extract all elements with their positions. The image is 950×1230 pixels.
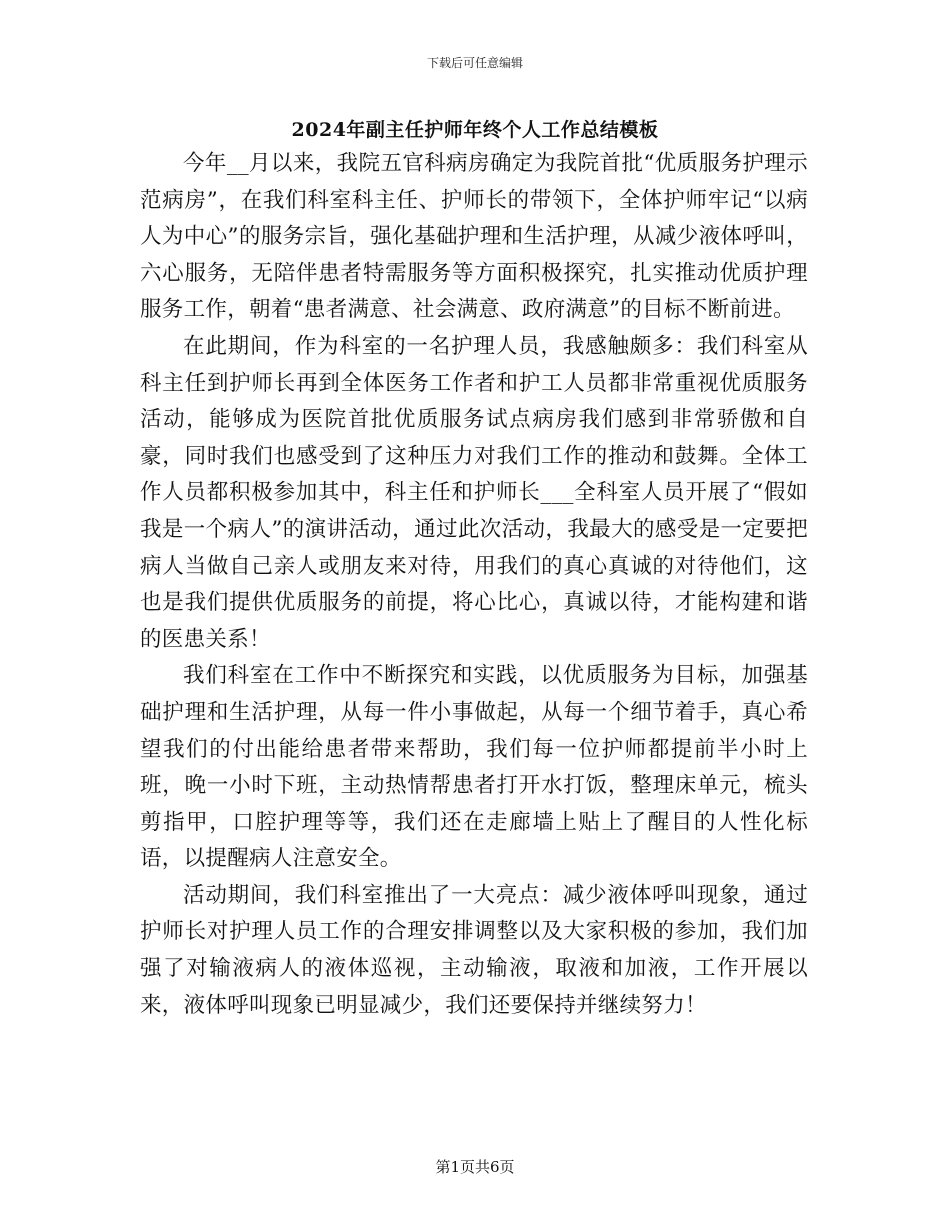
- header-note: 下载后可任意编辑: [426, 56, 523, 70]
- paragraph-4: 活动期间，我们科室推出了一大亮点：减少液体呼叫现象，通过护师长对护理人员工作的合理安排调整以及大家积极的参加，我们加强了对输液病人的液体巡视，主动输液，取液和加液，工作开展以来，液体呼叫现象已明显减少，我们还要保持并继续努力！: [140, 882, 808, 1018]
- page-number: 第1页共6页: [435, 1158, 515, 1176]
- document-title: 2024年副主任护师年终个人工作总结模板: [291, 119, 659, 141]
- paragraph-1: 今年__月以来，我院五官科病房确定为我院首批“优质服务护理示范病房”，在我们科室科主任、护师长的带领下，全体护师牢记“以病人为中心”的服务宗旨，强化基础护理和生活护理，从减少液体呼叫，六心服务，无陪伴患者特需服务等方面积极探究，扎实推动优质护理服务工作，朝着“患者满意、社会满意、政府满意”的目标不断前进。: [140, 151, 808, 323]
- paragraph-2: 在此期间，作为科室的一名护理人员，我感触颇多：我们科室从科主任到护师长再到全体医务工作者和护工人员都非常重视优质服务活动，能够成为医院首批优质服务试点病房我们感到非常骄傲和自豪，同时我们也感受到了这种压力对我们工作的推动和鼓舞。全体工作人员都积极参加其中，科主任和护师长___全科室人员开展了“假如我是一个病人”的演讲活动，通过此次活动，我最大的感受是一定要把病人当做自己亲人或朋友来对待，用我们的真心真诚的对待他们，这也是我们提供优质服务的前提，将心比心，真诚以待，才能构建和谐的医患关系！: [140, 333, 808, 652]
- document-body: [140, 146, 808, 1024]
- paragraph-3: 我们科室在工作中不断探究和实践，以优质服务为目标，加强基础护理和生活护理，从每一件小事做起，从每一个细节着手，真心希望我们的付出能给患者带来帮助，我们每一位护师都提前半小时上班，晚一小时下班，主动热情帮患者打开水打饭，整理床单元，梳头剪指甲，口腔护理等等，我们还在走廊墙上贴上了醒目的人性化标语，以提醒病人注意安全。: [140, 663, 808, 872]
